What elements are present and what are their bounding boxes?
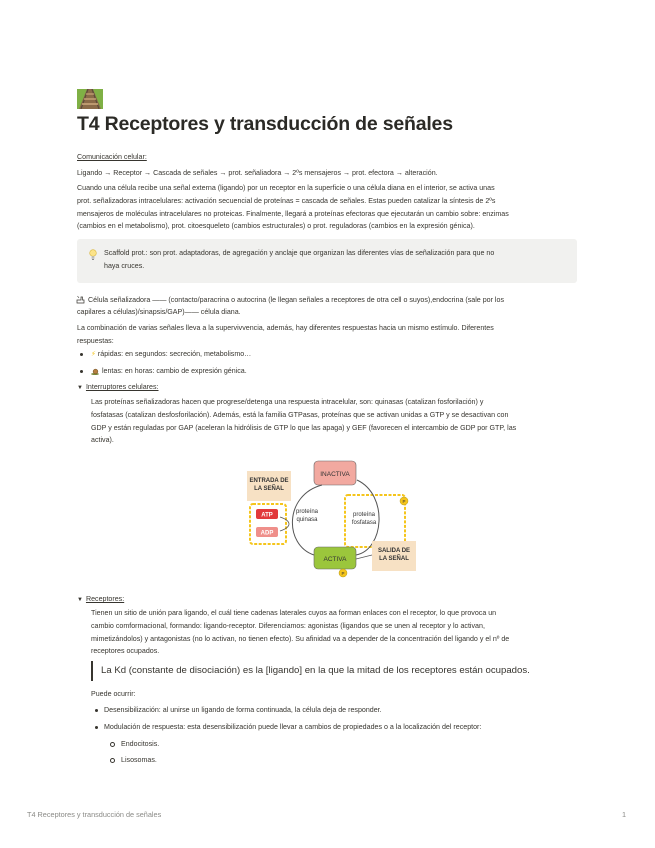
list-item-text: Modulación de respuesta: esta desensibilización puede llevar a cambios de propiedades o a la localización del receptor: <box>104 723 482 731</box>
callout-line: Scaffold prot.: son prot. adaptadoras, de agregación y anclaje que organizan las diferentes vías de señalización para que no <box>104 249 495 257</box>
paragraph-line: La combinación de varias señales lleva a la supervivvencia, además, hay diferentes respuestas hacia un mismo estímulo. Diferentes <box>77 324 494 332</box>
toggle-interruptores[interactable] <box>77 381 159 395</box>
comunicacion-paragraph <box>77 182 509 233</box>
toggle-triangle-icon: ▼ <box>77 385 83 391</box>
kd-quote: La Kd (constante de disociación) es la [ligando] en la que la mitad de los receptores están ocupados. <box>91 661 581 681</box>
sub-list-item <box>110 754 157 767</box>
salida-arrow <box>356 555 372 559</box>
bullet <box>110 742 115 747</box>
atp-adp-arrow <box>280 517 289 531</box>
paragraph-line: mimetizándolos) y antagonistas (no lo activan, no tienen efecto). Su afinidad va a depender de la concentración del ligando y el nº de <box>91 634 510 643</box>
list-item <box>95 721 481 734</box>
activa-label: ACTIVA <box>323 556 347 563</box>
list-item-text: lentas: en horas: cambio de expresión génica. <box>101 367 247 375</box>
toggle-receptores[interactable] <box>77 593 124 607</box>
fosfatasa-label: fosfatasa <box>351 520 377 526</box>
list-item-text: Endocitosis. <box>121 740 160 748</box>
bullet <box>80 353 83 356</box>
combinacion-paragraph <box>77 322 494 348</box>
list-item <box>80 365 247 378</box>
bullet <box>95 709 98 712</box>
list-item-text: Desensibilización: al unirse un ligando de forma continuada, la célula deja de responder. <box>104 706 382 714</box>
salida-label: SALIDA DE <box>377 548 411 554</box>
toggle-heading: Interruptores celulares: <box>85 383 159 391</box>
signal-flow-text: Ligando → Receptor → Cascada de señales → prot. señaliadora → 2ºs mensajeros → prot. efectora → alteración. <box>77 169 438 177</box>
lightbulb-icon <box>89 249 97 261</box>
paragraph-line: Las proteínas señalizadoras hacen que progrese/detenga una respuesta intracelular, son: quinasas (catalizan fosforilación) y <box>91 398 484 406</box>
atp-label: ATP <box>261 512 273 519</box>
list-item <box>95 704 382 717</box>
receptores-paragraph <box>91 607 509 658</box>
bullet <box>110 758 115 763</box>
interruptores-paragraph <box>91 396 516 447</box>
paragraph-line: (cambios en el metabolismo), prot. citoesqueleto (cambios estructurales) o prot. reguladoras (cambios en la expresión génica). <box>77 222 475 231</box>
list-item <box>80 348 251 362</box>
snail-icon <box>91 368 100 375</box>
paragraph-line: activa). <box>91 436 114 445</box>
toggle-triangle-icon: ▼ <box>77 597 83 603</box>
senalizadora-line-2: capilares a células)/sinapsis/GAP)—— célula diana. <box>77 308 241 316</box>
callout-line: haya cruces. <box>104 261 145 270</box>
sub-list-item <box>110 738 159 751</box>
puede-ocurrir-text: Puede ocurrir: <box>91 690 136 698</box>
scaffold-callout <box>77 239 577 283</box>
paragraph-line: Cuando una célula recibe una señal externa (ligando) por un receptor en la superficie o una célula diana en el interior, se activa unas <box>77 184 495 192</box>
list-item-text: Lisosomas. <box>121 756 157 764</box>
lightning-icon: ⚡ <box>90 351 96 358</box>
paragraph-line: mensajeros de moléculas intracelulares no proteicas. Finalmente, llegará a proteínas efectoras que ejecutarán un cambio sobre: enzimas <box>77 209 509 218</box>
inactiva-label: INACTIVA <box>320 471 350 478</box>
entrada-label: LA SEÑAL <box>254 486 284 492</box>
callout-text <box>104 247 564 273</box>
paragraph-line: prot. señalizadoras intracelulares: activación secuencial de proteínas = cascada de señales. Estas pueden catalizar la síntesis de 2ºs <box>77 196 496 205</box>
paragraph-line: Tienen un sitio de unión para ligando, el cuál tiene cadenas laterales cuyos aa forman enlaces con el receptor, lo que provoca un <box>91 609 497 617</box>
footer-title: T4 Receptores y transducción de señales <box>27 810 162 819</box>
bullet <box>95 726 98 729</box>
paragraph-line: fosfatasas (catalizan desfosforilación). Además, está la familia GTPasas, proteínas que se activan unidas a GTP y se desactivan con <box>91 410 509 419</box>
railway-track-icon <box>77 89 103 109</box>
page-number: 1 <box>622 810 627 819</box>
pointing-hand-icon <box>76 295 85 304</box>
bullet <box>80 370 83 373</box>
paragraph-line: GDP y están reguladas por GAP (aceleran la hidrólisis de GTP lo que las apaga) y GEF (favorecen el intercambio de GDP por GTP, las <box>91 423 517 432</box>
phosphate-label: P <box>341 571 345 576</box>
paragraph-line: respuestas: <box>77 336 114 345</box>
paragraph-line: cambio comformacional, formando: ligando-receptor. Diferenciamos: agonistas (ligandos que se unen al receptor y lo activan, <box>91 621 485 630</box>
list-item-text: rápidas: en segundos: secreción, metabolismo… <box>97 350 252 358</box>
phosphate-label: P <box>402 499 406 504</box>
entrada-label: ENTRADA DE <box>249 478 289 484</box>
quinasa-label: quinasa <box>296 517 318 523</box>
paragraph-line: receptores ocupados. <box>91 647 160 656</box>
senalizadora-line-1: Célula señalizadora —— (contacto/paracrina o autocrina (le llegan señales a receptores de otra cell o suyos),endocrina (sale por los <box>88 296 504 304</box>
kinase-phosphatase-diagram <box>244 455 420 583</box>
salida-label: LA SEÑAL <box>379 556 409 562</box>
page-title: T4 Receptores y transducción de señales <box>77 113 453 135</box>
fosfatasa-label: proteína <box>352 512 376 518</box>
section-heading-comunicacion: Comunicación celular: <box>77 153 147 161</box>
adp-label: ADP <box>260 530 274 537</box>
toggle-heading: Receptores: <box>85 595 125 603</box>
quinasa-label: proteína <box>295 509 319 515</box>
